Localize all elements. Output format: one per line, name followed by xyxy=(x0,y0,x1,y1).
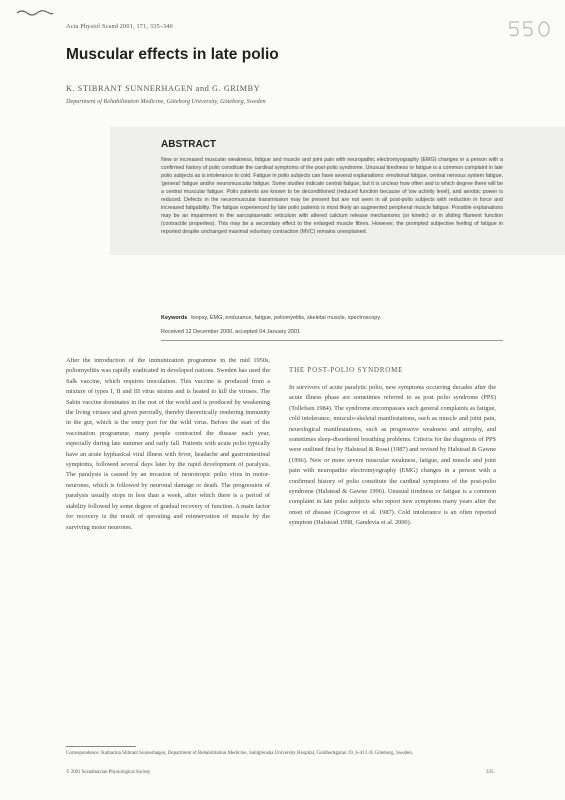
journal-reference: Acta Physiol Scand 2001, 171, 335–340 xyxy=(66,23,173,30)
page-number: 335 xyxy=(486,770,494,775)
footnote-rule xyxy=(66,746,136,747)
keywords-line xyxy=(161,315,381,321)
body-left-column: After the introduction of the immunization programme in the mid 1950s, poliomyelitis was rapidly eradicated in developed nations. Sweden has used the Salk vaccine, which requires inoculation. This vaccine is produced from a mixture of types I, II and III virus strains and is heated to kill the viruses. The Sabin vaccine dominates in the rest of the world and is produced by weakening the living viruses and given perorally, thereby theoretically rendering immunity in the gut, which is the entry port for the wild virus. Before the start of the vaccination programme, many people contracted the disease each year, especially during late summer and early fall. Patients with acute polio typically have an acute hyphasical viral illness with fever, headache and gastrointestinal symptoms, followed several days later by the rapid development of paralysis. The paralysis is caused by an invasion of neurotropic polio virus in motor-neurones, which is followed by neuronal damage or death. The progression of paralysis usually stops in less than a week, after which there is a period of stability followed by some degree of gradual recovery of function. A main factor for recovery is the result of sprouting and reinnervation of muscle by the surviving motor neurones. xyxy=(66,357,270,531)
author-affiliation: Department of Rehabilitation Medicine, Göteborg University, Göteborg, Sweden xyxy=(66,98,266,105)
keywords-label: Keywords xyxy=(161,315,188,321)
abstract-heading: ABSTRACT xyxy=(161,139,216,150)
correspondence-note: Correspondence: Katharina Stibrant Sunnerhagen, Department of Rehabilitation Medicine, Sahlgrenska University Hospital, Guldhedsgatan 19, S-413 45 Göteborg, Sweden. xyxy=(66,751,414,756)
publisher-logo-mark xyxy=(16,8,54,16)
section-heading: THE POST-POLIO SYNDROME xyxy=(289,366,404,374)
keywords-list: biopsy, EMG, endurance, fatigue, poliomyelitis, skeletal muscle, spectroscopy. xyxy=(191,315,382,321)
copyright-notice: © 2001 Scandinavian Physiological Society xyxy=(66,770,151,775)
received-dates: Received 12 December 2000, accepted 04 January 2001 xyxy=(161,329,301,335)
body-right-column: In survivors of acute paralytic polio, new symptoms occurring decades after the acute illness phase are sometimes referred to as post polio syndrome (PPS) (Tollefsen 1984). The syndrome encompasses such general complaints as fatigue, cold intolerance, musculo-skeletal manifestations, such as muscle and joint pain, neurological manifestations, such as progressive weakness and atrophy, and sometimes sleep-disordered breathing problems. Criteria for the diagnosis of PPS were outlined first by Halstead & Rossi (1987) and revised by Halstead & Gawne (1996). New or more severe muscular weakness, fatigue, and muscle and joint pain with neuropathic electromyography (EMG) changes in a person with a confirmed history of polio constitute the cardinal symptoms of the post-polio syndrome (Halstead & Gawne 1996). Unusual tiredness or fatigue is a common complaint in late polio subjects who report new symptoms many years after the onset of disease (Cosgrove et al. 1987). Cold intolerance is an often reported symptom (Halstead 1998, Gandevia et al. 2000). xyxy=(289,384,496,527)
article-title: Muscular effects in late polio xyxy=(66,46,279,63)
abstract-body: New or increased muscular weakness, fatigue and muscle and joint pain with neuropathic electromyography (EMG) changes in a person with a confirmed history of polio constitute the cardinal symptoms of the post-polio syndrome. Unusual tiredness or fatigue is a common complaint in late polio subjects as is intolerance to cold. Fatigue in polio subjects can have several explanations: emotional fatigue, central nervous system fatigue, 'general' fatigue and/or neuromuscular fatigue. Some studies indicate central fatigue, but it is unclear how often and to which degree there will be a central muscular fatigue. Polio patients are known to be deconditioned (reduced function because of low activity level), and aerobic power is reduced. Defects in the neuromuscular transmission may be present but are not seen in all post-polio subjects with reduction in force and increased fatigability. The fatigue experienced by late polio patients is most likely an augmented peripheral muscle fatigue. Possible explanations may be an impairment in the sarcoplasmatic reticulum with altered calcium release mechanisms (or kinetic) or in sliding filament function (contractile properties). This may be a secondary effect to the enlarged muscle fibres. However, the prompted subjective feeling of fatigue in reported despite unchanged maximal voluntary contraction (MVC) remains unexplained. xyxy=(161,157,503,235)
article-authors: K. STIBRANT SUNNERHAGEN and G. GRIMBY xyxy=(66,84,261,93)
handwritten-annotation xyxy=(506,18,554,40)
divider-rule xyxy=(161,340,503,341)
